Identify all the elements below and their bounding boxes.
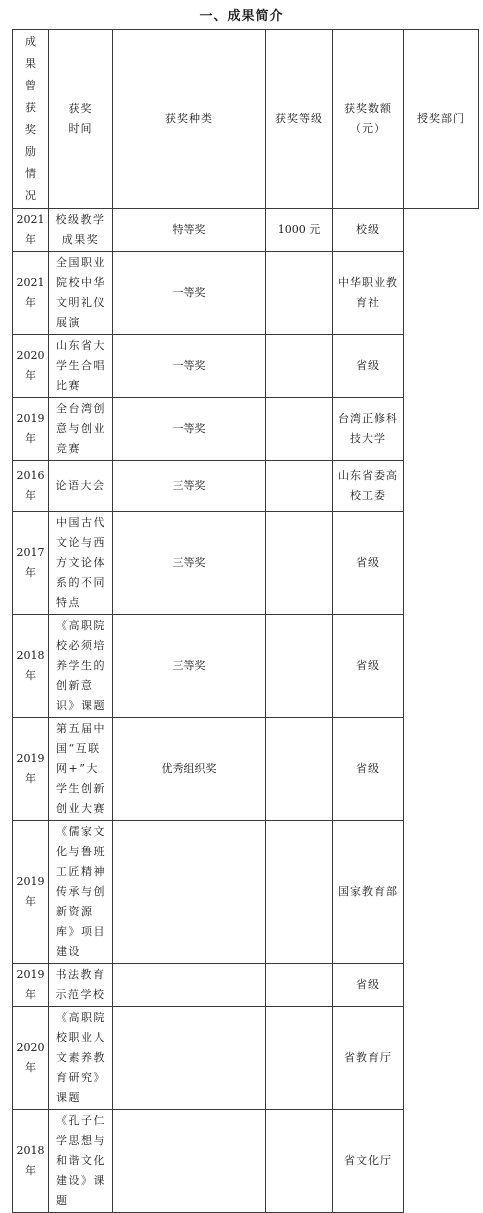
award-level: 一等奖 [113,398,266,461]
award-level: 三等奖 [113,461,266,512]
award-category: 《高职院校职业人文素养教育研究》课题 [49,1007,113,1110]
award-year: 2019 年 [13,964,49,1007]
award-amount [266,512,333,615]
award-level [113,1110,266,1213]
award-category: 第五届中国“互联网+”大学生创新创业大赛 [49,718,113,821]
award-department: 省级 [333,615,404,718]
award-level: 三等奖 [113,615,266,718]
table-row [13,615,479,718]
award-amount [266,718,333,821]
header-amount-text: 获奖数额 （元） [344,102,392,135]
header-level: 获奖等级 [266,30,333,209]
award-category: 《孔子仁学思想与和谐文化建设》课题 [49,1110,113,1213]
side-label-char: 获 [25,101,36,114]
page-title: 一、成果简介 [199,9,284,24]
award-year: 2018 年 [13,1110,49,1213]
side-label-char: 况 [25,189,36,202]
side-label-char: 成 [25,35,36,48]
award-level: 优秀组织奖 [113,718,266,821]
award-department: 中华职业教育社 [333,252,404,335]
award-category: 中国古代文论与西方文论体系的不同特点 [49,512,113,615]
table-row [13,209,479,252]
side-label-char: 果 [25,57,36,70]
table-row [13,1007,479,1110]
award-category: 论语大会 [49,461,113,512]
side-label [13,30,49,209]
header-time-text: 获奖 时间 [68,102,93,135]
award-amount [266,335,333,398]
award-department: 省级 [333,718,404,821]
award-level [113,964,266,1007]
award-year: 2020 年 [13,1007,49,1110]
table-row [13,964,479,1007]
header-category: 获奖种类 [113,30,266,209]
award-department: 国家教育部 [333,821,404,964]
award-amount [266,964,333,1007]
award-department: 省级 [333,964,404,1007]
table-row [13,398,479,461]
award-level [113,821,266,964]
side-label-char: 曾 [25,79,36,92]
table-row [13,252,479,335]
header-department: 授奖部门 [404,30,479,209]
side-label-char: 情 [25,167,36,180]
side-label-char: 奖 [25,123,36,136]
award-department: 山东省委高校工委 [333,461,404,512]
header-row [13,30,479,209]
table-row [13,718,479,821]
table-row [13,335,479,398]
award-department: 省级 [333,335,404,398]
award-amount [266,1110,333,1213]
awards-table [12,29,479,1213]
award-year: 2019 年 [13,821,49,964]
side-label-char: 励 [25,145,36,158]
award-department: 省教育厅 [333,1007,404,1110]
award-amount [266,252,333,335]
award-amount [266,461,333,512]
header-amount [333,30,404,209]
table-row [13,512,479,615]
award-amount [266,615,333,718]
award-department: 省文化厅 [333,1110,404,1213]
award-department: 台湾正修科技大学 [333,398,404,461]
award-department: 省级 [333,512,404,615]
award-category: 校级教学成果奖 [49,209,113,252]
award-year: 2018 年 [13,615,49,718]
award-level: 三等奖 [113,512,266,615]
table-row [13,461,479,512]
award-year: 2021 年 [13,252,49,335]
award-amount [266,398,333,461]
award-department: 校级 [333,209,404,252]
award-year: 2020 年 [13,335,49,398]
award-category: 全国职业院校中华文明礼仪展演 [49,252,113,335]
table-row [13,821,479,964]
award-year: 2021 年 [13,209,49,252]
award-amount [266,1007,333,1110]
award-level: 特等奖 [113,209,266,252]
award-category: 山东省大学生合唱比赛 [49,335,113,398]
award-level [113,1007,266,1110]
award-category: 全台湾创意与创业竞赛 [49,398,113,461]
award-year: 2019 年 [13,718,49,821]
header-time [49,30,113,209]
award-level: 一等奖 [113,335,266,398]
award-category: 书法教育示范学校 [49,964,113,1007]
award-category: 《高职院校必须培养学生的创新意识》课题 [49,615,113,718]
table-row [13,1110,479,1213]
award-category: 《儒家文化与鲁班工匠精神传承与创新资源库》项目建设 [49,821,113,964]
award-year: 2017 年 [13,512,49,615]
award-amount [266,821,333,964]
award-amount: 1000 元 [266,209,333,252]
award-level: 一等奖 [113,252,266,335]
award-year: 2019 年 [13,398,49,461]
award-year: 2016 年 [13,461,49,512]
